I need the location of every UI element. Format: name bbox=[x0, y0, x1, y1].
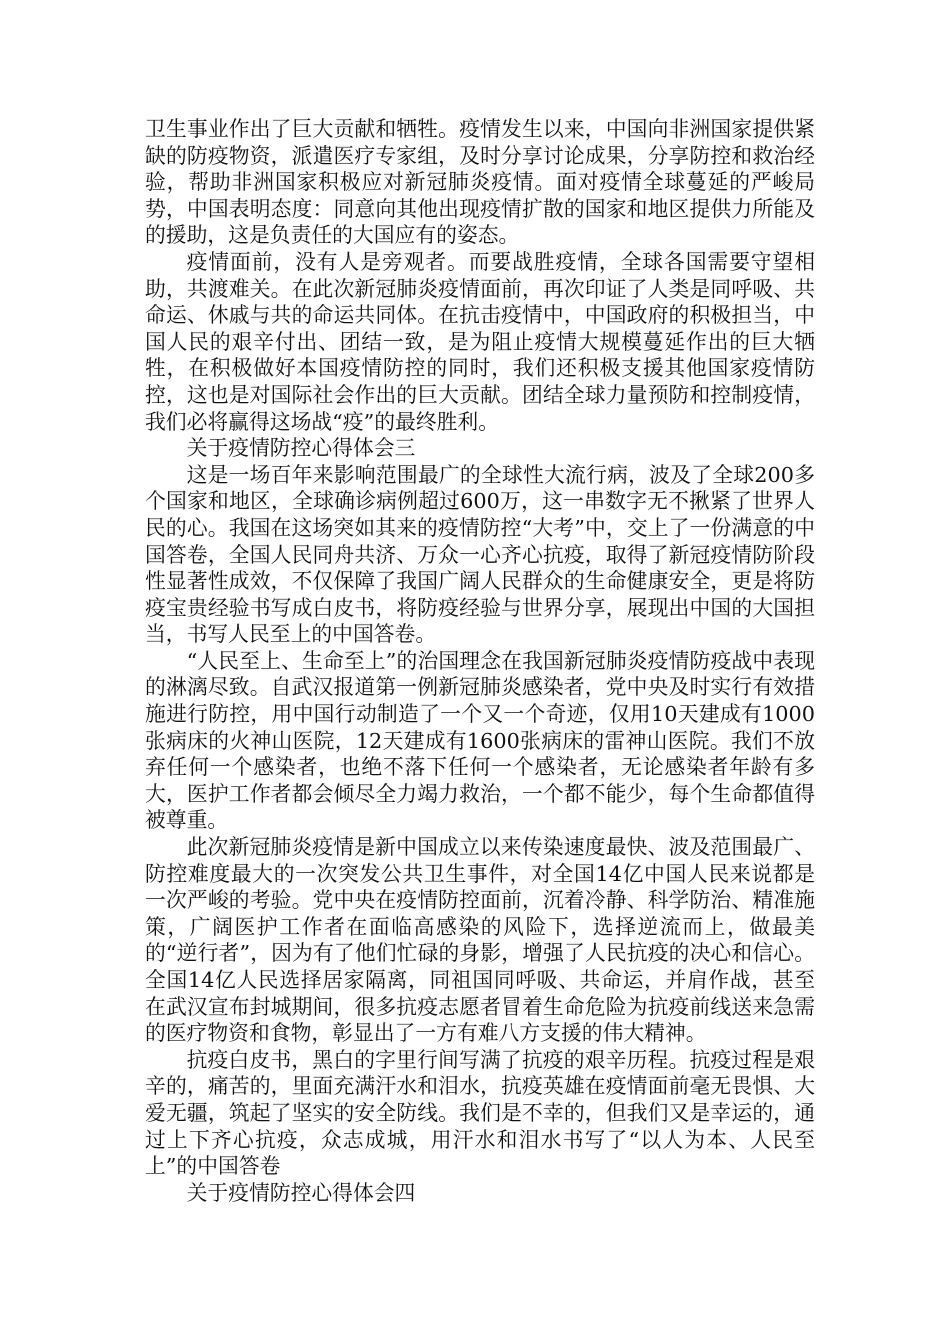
body-paragraph: “人民至上、生命至上”的治国理念在我国新冠肺炎疫情防疫战中表现的淋漓尽致。自武汉报道第一例新冠肺炎感染者，党中央及时实行有效措施进行防控，用中国行动制造了一个又一个奇迹，仅用10天建成有1000张病床的火神山医院，12天建成有1600张病床的雷神山医院。我们不放弃任何一个感染者，也绝不落下任何一个感染者，无论感染者年龄有多大，医护工作者都会倾尽全力竭力救治，一个都不能少，每个生命都值得被尊重。 bbox=[145, 648, 815, 833]
document-body bbox=[145, 116, 815, 1206]
section-heading: 关于疫情防控心得体会三 bbox=[186, 436, 416, 461]
body-paragraph: 抗疫白皮书，黑白的字里行间写满了抗疫的艰辛历程。抗疫过程是艰辛的，痛苦的，里面充满汗水和泪水，抗疫英雄在疫情面前毫无畏惧、大爱无疆，筑起了坚实的安全防线。我们是不幸的，但我们又是幸运的，通过上下齐心抗疫，众志成城，用汗水和泪水书写了“以人为本、人民至上”的中国答卷 bbox=[145, 1047, 815, 1179]
body-paragraph: 这是一场百年来影响范围最广的全球性大流行病，波及了全球200多个国家和地区，全球确诊病例超过600万，这一串数字无不揪紧了世界人民的心。我国在这场突如其来的疫情防控“大考”中，交上了一份满意的中国答卷，全国人民同舟共济、万众一心齐心抗疫，取得了新冠疫情防阶段性显著性成效，不仅保障了我国广阔人民群众的生命健康安全，更是将防疫宝贵经验书写成白皮书，将防疫经验与世界分享，展现出中国的大国担当，书写人民至上的中国答卷。 bbox=[145, 462, 815, 647]
body-paragraph: 卫生事业作出了巨大贡献和牺牲。疫情发生以来，中国向非洲国家提供紧缺的防疫物资，派遣医疗专家组，及时分享讨论成果，分享防控和救治经验，帮助非洲国家积极应对新冠肺炎疫情。面对疫情全球蔓延的严峻局势，中国表明态度：同意向其他出现疫情扩散的国家和地区提供力所能及的援助，这是负责任的大国应有的姿态。 bbox=[145, 117, 815, 248]
section-heading: 关于疫情防控心得体会四 bbox=[186, 1180, 416, 1205]
body-paragraph: 疫情面前，没有人是旁观者。而要战胜疫情，全球各国需要守望相助，共渡难关。在此次新冠肺炎疫情面前，再次印证了人类是同呼吸、共命运、休戚与共的命运共同体。在抗击疫情中，中国政府的积极担当，中国人民的艰辛付出、团结一致，是为阻止疫情大规模蔓延作出的巨大牺牲，在积极做好本国疫情防控的同时，我们还积极支援其他国家疫情防控，这也是对国际社会作出的巨大贡献。团结全球力量预防和控制疫情，我们必将赢得这场战“疫”的最终胜利。 bbox=[145, 249, 815, 434]
body-paragraph: 此次新冠肺炎疫情是新中国成立以来传染速度最快、波及范围最广、防控难度最大的一次突发公共卫生事件，对全国14亿中国人民来说都是一次严峻的考验。党中央在疫情防控面前，沉着冷静、科学防治、精准施策，广阔医护工作者在面临高感染的风险下，选择逆流而上，做最美的“逆行者”，因为有了他们忙碌的身影，增强了人民抗疫的决心和信心。全国14亿人民选择居家隔离，同祖国同呼吸、共命运，并肩作战，甚至在武汉宣布封城期间，很多抗疫志愿者冒着生命危险为抗疫前线送来急需的医疗物资和食物，彰显出了一方有难八方支援的伟大精神。 bbox=[145, 835, 815, 1046]
